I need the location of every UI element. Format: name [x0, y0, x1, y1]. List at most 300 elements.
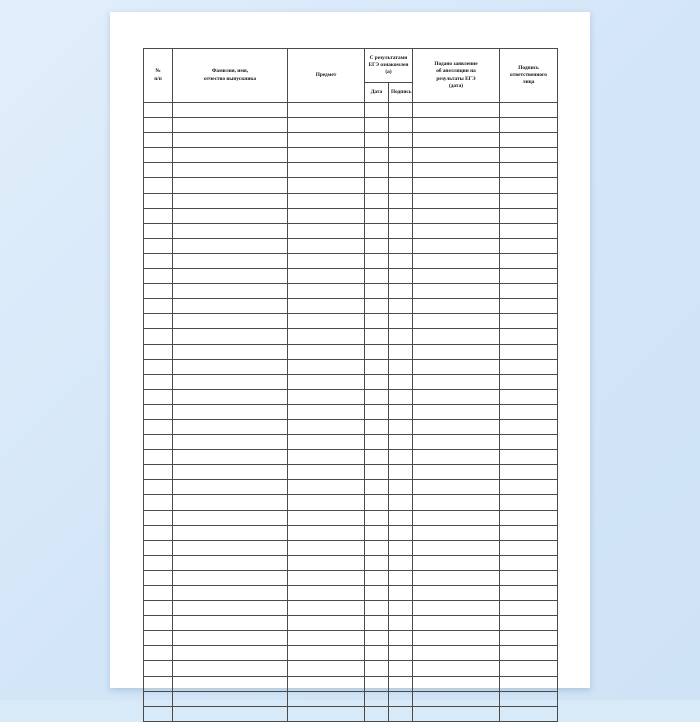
- cell-subject[interactable]: [288, 133, 365, 148]
- cell-signature[interactable]: [389, 223, 413, 238]
- cell-date[interactable]: [365, 419, 389, 434]
- cell-responsible[interactable]: [500, 284, 558, 299]
- cell-date[interactable]: [365, 661, 389, 676]
- cell-subject[interactable]: [288, 525, 365, 540]
- cell-fio[interactable]: [173, 223, 288, 238]
- cell-number[interactable]: [144, 329, 173, 344]
- cell-date[interactable]: [365, 359, 389, 374]
- cell-number[interactable]: [144, 465, 173, 480]
- table-row[interactable]: [144, 133, 558, 148]
- table-row[interactable]: [144, 269, 558, 284]
- cell-date[interactable]: [365, 525, 389, 540]
- cell-appeal[interactable]: [413, 269, 500, 284]
- cell-appeal[interactable]: [413, 480, 500, 495]
- cell-fio[interactable]: [173, 374, 288, 389]
- cell-signature[interactable]: [389, 389, 413, 404]
- cell-signature[interactable]: [389, 299, 413, 314]
- cell-date[interactable]: [365, 208, 389, 223]
- cell-signature[interactable]: [389, 238, 413, 253]
- cell-subject[interactable]: [288, 284, 365, 299]
- cell-appeal[interactable]: [413, 133, 500, 148]
- cell-responsible[interactable]: [500, 480, 558, 495]
- cell-subject[interactable]: [288, 691, 365, 706]
- cell-signature[interactable]: [389, 193, 413, 208]
- cell-number[interactable]: [144, 570, 173, 585]
- cell-appeal[interactable]: [413, 253, 500, 268]
- cell-responsible[interactable]: [500, 691, 558, 706]
- table-row[interactable]: [144, 314, 558, 329]
- cell-number[interactable]: [144, 253, 173, 268]
- cell-number[interactable]: [144, 676, 173, 691]
- cell-responsible[interactable]: [500, 616, 558, 631]
- cell-date[interactable]: [365, 299, 389, 314]
- cell-number[interactable]: [144, 555, 173, 570]
- cell-responsible[interactable]: [500, 314, 558, 329]
- cell-responsible[interactable]: [500, 178, 558, 193]
- cell-appeal[interactable]: [413, 374, 500, 389]
- cell-fio[interactable]: [173, 586, 288, 601]
- cell-responsible[interactable]: [500, 676, 558, 691]
- cell-fio[interactable]: [173, 389, 288, 404]
- cell-appeal[interactable]: [413, 193, 500, 208]
- cell-date[interactable]: [365, 329, 389, 344]
- cell-subject[interactable]: [288, 238, 365, 253]
- cell-number[interactable]: [144, 238, 173, 253]
- cell-responsible[interactable]: [500, 570, 558, 585]
- cell-number[interactable]: [144, 223, 173, 238]
- cell-fio[interactable]: [173, 465, 288, 480]
- cell-date[interactable]: [365, 555, 389, 570]
- cell-responsible[interactable]: [500, 706, 558, 721]
- cell-signature[interactable]: [389, 495, 413, 510]
- cell-responsible[interactable]: [500, 133, 558, 148]
- cell-signature[interactable]: [389, 435, 413, 450]
- cell-signature[interactable]: [389, 570, 413, 585]
- cell-fio[interactable]: [173, 178, 288, 193]
- cell-signature[interactable]: [389, 148, 413, 163]
- cell-appeal[interactable]: [413, 450, 500, 465]
- cell-fio[interactable]: [173, 329, 288, 344]
- cell-subject[interactable]: [288, 223, 365, 238]
- table-row[interactable]: [144, 631, 558, 646]
- table-row[interactable]: [144, 178, 558, 193]
- table-row[interactable]: [144, 344, 558, 359]
- table-row[interactable]: [144, 540, 558, 555]
- cell-subject[interactable]: [288, 344, 365, 359]
- cell-appeal[interactable]: [413, 586, 500, 601]
- table-row[interactable]: [144, 103, 558, 118]
- cell-fio[interactable]: [173, 193, 288, 208]
- cell-subject[interactable]: [288, 706, 365, 721]
- cell-subject[interactable]: [288, 570, 365, 585]
- cell-date[interactable]: [365, 223, 389, 238]
- cell-date[interactable]: [365, 510, 389, 525]
- table-row[interactable]: [144, 299, 558, 314]
- cell-number[interactable]: [144, 586, 173, 601]
- cell-appeal[interactable]: [413, 284, 500, 299]
- cell-date[interactable]: [365, 570, 389, 585]
- cell-number[interactable]: [144, 404, 173, 419]
- cell-signature[interactable]: [389, 616, 413, 631]
- cell-subject[interactable]: [288, 193, 365, 208]
- cell-appeal[interactable]: [413, 419, 500, 434]
- cell-appeal[interactable]: [413, 314, 500, 329]
- cell-signature[interactable]: [389, 631, 413, 646]
- cell-subject[interactable]: [288, 163, 365, 178]
- cell-signature[interactable]: [389, 359, 413, 374]
- cell-signature[interactable]: [389, 253, 413, 268]
- cell-appeal[interactable]: [413, 661, 500, 676]
- cell-responsible[interactable]: [500, 193, 558, 208]
- cell-date[interactable]: [365, 586, 389, 601]
- cell-responsible[interactable]: [500, 299, 558, 314]
- cell-appeal[interactable]: [413, 404, 500, 419]
- cell-responsible[interactable]: [500, 389, 558, 404]
- cell-responsible[interactable]: [500, 269, 558, 284]
- cell-appeal[interactable]: [413, 646, 500, 661]
- cell-fio[interactable]: [173, 525, 288, 540]
- cell-signature[interactable]: [389, 404, 413, 419]
- cell-signature[interactable]: [389, 691, 413, 706]
- table-row[interactable]: [144, 465, 558, 480]
- cell-subject[interactable]: [288, 103, 365, 118]
- cell-fio[interactable]: [173, 344, 288, 359]
- table-row[interactable]: [144, 676, 558, 691]
- cell-date[interactable]: [365, 404, 389, 419]
- cell-appeal[interactable]: [413, 178, 500, 193]
- cell-number[interactable]: [144, 419, 173, 434]
- cell-fio[interactable]: [173, 163, 288, 178]
- cell-appeal[interactable]: [413, 238, 500, 253]
- cell-subject[interactable]: [288, 631, 365, 646]
- table-row[interactable]: [144, 389, 558, 404]
- cell-subject[interactable]: [288, 465, 365, 480]
- cell-date[interactable]: [365, 631, 389, 646]
- cell-signature[interactable]: [389, 706, 413, 721]
- cell-subject[interactable]: [288, 148, 365, 163]
- table-row[interactable]: [144, 404, 558, 419]
- cell-signature[interactable]: [389, 661, 413, 676]
- cell-fio[interactable]: [173, 404, 288, 419]
- table-row[interactable]: [144, 661, 558, 676]
- cell-fio[interactable]: [173, 133, 288, 148]
- cell-fio[interactable]: [173, 646, 288, 661]
- cell-number[interactable]: [144, 495, 173, 510]
- cell-responsible[interactable]: [500, 223, 558, 238]
- cell-responsible[interactable]: [500, 374, 558, 389]
- cell-signature[interactable]: [389, 208, 413, 223]
- cell-responsible[interactable]: [500, 510, 558, 525]
- cell-subject[interactable]: [288, 419, 365, 434]
- table-row[interactable]: [144, 359, 558, 374]
- cell-subject[interactable]: [288, 586, 365, 601]
- cell-subject[interactable]: [288, 601, 365, 616]
- cell-date[interactable]: [365, 193, 389, 208]
- cell-signature[interactable]: [389, 284, 413, 299]
- cell-number[interactable]: [144, 118, 173, 133]
- table-row[interactable]: [144, 329, 558, 344]
- cell-subject[interactable]: [288, 208, 365, 223]
- cell-date[interactable]: [365, 706, 389, 721]
- cell-responsible[interactable]: [500, 495, 558, 510]
- table-row[interactable]: [144, 495, 558, 510]
- cell-number[interactable]: [144, 616, 173, 631]
- cell-date[interactable]: [365, 465, 389, 480]
- cell-subject[interactable]: [288, 314, 365, 329]
- cell-fio[interactable]: [173, 495, 288, 510]
- cell-date[interactable]: [365, 646, 389, 661]
- cell-subject[interactable]: [288, 374, 365, 389]
- cell-signature[interactable]: [389, 555, 413, 570]
- cell-appeal[interactable]: [413, 616, 500, 631]
- cell-date[interactable]: [365, 616, 389, 631]
- cell-appeal[interactable]: [413, 163, 500, 178]
- cell-fio[interactable]: [173, 480, 288, 495]
- cell-number[interactable]: [144, 510, 173, 525]
- cell-number[interactable]: [144, 314, 173, 329]
- table-row[interactable]: [144, 253, 558, 268]
- cell-number[interactable]: [144, 344, 173, 359]
- cell-appeal[interactable]: [413, 103, 500, 118]
- cell-subject[interactable]: [288, 404, 365, 419]
- cell-date[interactable]: [365, 269, 389, 284]
- cell-responsible[interactable]: [500, 103, 558, 118]
- table-row[interactable]: [144, 193, 558, 208]
- cell-responsible[interactable]: [500, 601, 558, 616]
- cell-date[interactable]: [365, 314, 389, 329]
- cell-number[interactable]: [144, 631, 173, 646]
- cell-appeal[interactable]: [413, 706, 500, 721]
- cell-date[interactable]: [365, 450, 389, 465]
- cell-fio[interactable]: [173, 419, 288, 434]
- cell-number[interactable]: [144, 661, 173, 676]
- cell-date[interactable]: [365, 691, 389, 706]
- cell-signature[interactable]: [389, 480, 413, 495]
- cell-signature[interactable]: [389, 329, 413, 344]
- cell-responsible[interactable]: [500, 118, 558, 133]
- cell-responsible[interactable]: [500, 163, 558, 178]
- cell-subject[interactable]: [288, 661, 365, 676]
- table-row[interactable]: [144, 706, 558, 721]
- cell-appeal[interactable]: [413, 359, 500, 374]
- cell-appeal[interactable]: [413, 435, 500, 450]
- cell-fio[interactable]: [173, 103, 288, 118]
- cell-responsible[interactable]: [500, 646, 558, 661]
- cell-fio[interactable]: [173, 706, 288, 721]
- cell-fio[interactable]: [173, 661, 288, 676]
- cell-date[interactable]: [365, 344, 389, 359]
- cell-responsible[interactable]: [500, 661, 558, 676]
- table-row[interactable]: [144, 435, 558, 450]
- cell-fio[interactable]: [173, 540, 288, 555]
- cell-subject[interactable]: [288, 616, 365, 631]
- cell-fio[interactable]: [173, 510, 288, 525]
- cell-signature[interactable]: [389, 269, 413, 284]
- cell-signature[interactable]: [389, 178, 413, 193]
- table-row[interactable]: [144, 450, 558, 465]
- cell-signature[interactable]: [389, 465, 413, 480]
- table-row[interactable]: [144, 163, 558, 178]
- table-row[interactable]: [144, 586, 558, 601]
- cell-appeal[interactable]: [413, 631, 500, 646]
- cell-subject[interactable]: [288, 253, 365, 268]
- cell-appeal[interactable]: [413, 540, 500, 555]
- cell-responsible[interactable]: [500, 450, 558, 465]
- cell-fio[interactable]: [173, 676, 288, 691]
- cell-responsible[interactable]: [500, 344, 558, 359]
- cell-number[interactable]: [144, 133, 173, 148]
- table-row[interactable]: [144, 510, 558, 525]
- cell-date[interactable]: [365, 148, 389, 163]
- cell-subject[interactable]: [288, 435, 365, 450]
- cell-fio[interactable]: [173, 284, 288, 299]
- cell-subject[interactable]: [288, 495, 365, 510]
- cell-appeal[interactable]: [413, 465, 500, 480]
- cell-subject[interactable]: [288, 676, 365, 691]
- cell-number[interactable]: [144, 208, 173, 223]
- cell-signature[interactable]: [389, 540, 413, 555]
- cell-fio[interactable]: [173, 148, 288, 163]
- cell-subject[interactable]: [288, 178, 365, 193]
- cell-appeal[interactable]: [413, 223, 500, 238]
- cell-number[interactable]: [144, 389, 173, 404]
- cell-appeal[interactable]: [413, 344, 500, 359]
- cell-fio[interactable]: [173, 238, 288, 253]
- cell-responsible[interactable]: [500, 208, 558, 223]
- cell-subject[interactable]: [288, 646, 365, 661]
- table-row[interactable]: [144, 148, 558, 163]
- cell-appeal[interactable]: [413, 691, 500, 706]
- cell-fio[interactable]: [173, 570, 288, 585]
- cell-signature[interactable]: [389, 450, 413, 465]
- table-row[interactable]: [144, 118, 558, 133]
- cell-fio[interactable]: [173, 616, 288, 631]
- cell-fio[interactable]: [173, 435, 288, 450]
- cell-subject[interactable]: [288, 555, 365, 570]
- cell-fio[interactable]: [173, 359, 288, 374]
- cell-fio[interactable]: [173, 253, 288, 268]
- cell-date[interactable]: [365, 133, 389, 148]
- cell-fio[interactable]: [173, 208, 288, 223]
- cell-date[interactable]: [365, 178, 389, 193]
- cell-subject[interactable]: [288, 299, 365, 314]
- table-row[interactable]: [144, 601, 558, 616]
- table-row[interactable]: [144, 284, 558, 299]
- cell-number[interactable]: [144, 480, 173, 495]
- cell-number[interactable]: [144, 193, 173, 208]
- cell-appeal[interactable]: [413, 555, 500, 570]
- cell-number[interactable]: [144, 435, 173, 450]
- cell-subject[interactable]: [288, 269, 365, 284]
- cell-date[interactable]: [365, 676, 389, 691]
- cell-date[interactable]: [365, 601, 389, 616]
- cell-number[interactable]: [144, 103, 173, 118]
- cell-number[interactable]: [144, 691, 173, 706]
- cell-date[interactable]: [365, 480, 389, 495]
- cell-date[interactable]: [365, 163, 389, 178]
- table-row[interactable]: [144, 691, 558, 706]
- cell-appeal[interactable]: [413, 208, 500, 223]
- cell-signature[interactable]: [389, 646, 413, 661]
- cell-responsible[interactable]: [500, 435, 558, 450]
- cell-fio[interactable]: [173, 314, 288, 329]
- cell-appeal[interactable]: [413, 118, 500, 133]
- cell-fio[interactable]: [173, 118, 288, 133]
- table-row[interactable]: [144, 208, 558, 223]
- table-row[interactable]: [144, 374, 558, 389]
- cell-fio[interactable]: [173, 269, 288, 284]
- cell-responsible[interactable]: [500, 419, 558, 434]
- table-row[interactable]: [144, 238, 558, 253]
- cell-date[interactable]: [365, 389, 389, 404]
- cell-signature[interactable]: [389, 344, 413, 359]
- cell-date[interactable]: [365, 495, 389, 510]
- cell-appeal[interactable]: [413, 676, 500, 691]
- table-row[interactable]: [144, 646, 558, 661]
- cell-subject[interactable]: [288, 118, 365, 133]
- cell-number[interactable]: [144, 178, 173, 193]
- cell-responsible[interactable]: [500, 404, 558, 419]
- cell-appeal[interactable]: [413, 525, 500, 540]
- cell-appeal[interactable]: [413, 510, 500, 525]
- cell-signature[interactable]: [389, 586, 413, 601]
- cell-number[interactable]: [144, 601, 173, 616]
- cell-number[interactable]: [144, 148, 173, 163]
- cell-number[interactable]: [144, 540, 173, 555]
- cell-appeal[interactable]: [413, 495, 500, 510]
- cell-subject[interactable]: [288, 540, 365, 555]
- cell-appeal[interactable]: [413, 329, 500, 344]
- cell-signature[interactable]: [389, 510, 413, 525]
- cell-signature[interactable]: [389, 314, 413, 329]
- cell-fio[interactable]: [173, 450, 288, 465]
- cell-signature[interactable]: [389, 374, 413, 389]
- cell-responsible[interactable]: [500, 631, 558, 646]
- cell-responsible[interactable]: [500, 525, 558, 540]
- cell-number[interactable]: [144, 646, 173, 661]
- cell-subject[interactable]: [288, 329, 365, 344]
- cell-fio[interactable]: [173, 555, 288, 570]
- cell-responsible[interactable]: [500, 586, 558, 601]
- table-row[interactable]: [144, 480, 558, 495]
- cell-appeal[interactable]: [413, 299, 500, 314]
- cell-responsible[interactable]: [500, 359, 558, 374]
- cell-number[interactable]: [144, 269, 173, 284]
- cell-fio[interactable]: [173, 691, 288, 706]
- table-row[interactable]: [144, 616, 558, 631]
- cell-number[interactable]: [144, 374, 173, 389]
- cell-date[interactable]: [365, 284, 389, 299]
- cell-date[interactable]: [365, 374, 389, 389]
- cell-responsible[interactable]: [500, 238, 558, 253]
- cell-number[interactable]: [144, 163, 173, 178]
- cell-date[interactable]: [365, 103, 389, 118]
- cell-number[interactable]: [144, 299, 173, 314]
- cell-number[interactable]: [144, 284, 173, 299]
- cell-number[interactable]: [144, 450, 173, 465]
- cell-signature[interactable]: [389, 601, 413, 616]
- cell-signature[interactable]: [389, 676, 413, 691]
- cell-number[interactable]: [144, 359, 173, 374]
- cell-subject[interactable]: [288, 359, 365, 374]
- cell-date[interactable]: [365, 253, 389, 268]
- cell-subject[interactable]: [288, 510, 365, 525]
- cell-responsible[interactable]: [500, 555, 558, 570]
- cell-number[interactable]: [144, 706, 173, 721]
- cell-number[interactable]: [144, 525, 173, 540]
- cell-date[interactable]: [365, 238, 389, 253]
- cell-responsible[interactable]: [500, 148, 558, 163]
